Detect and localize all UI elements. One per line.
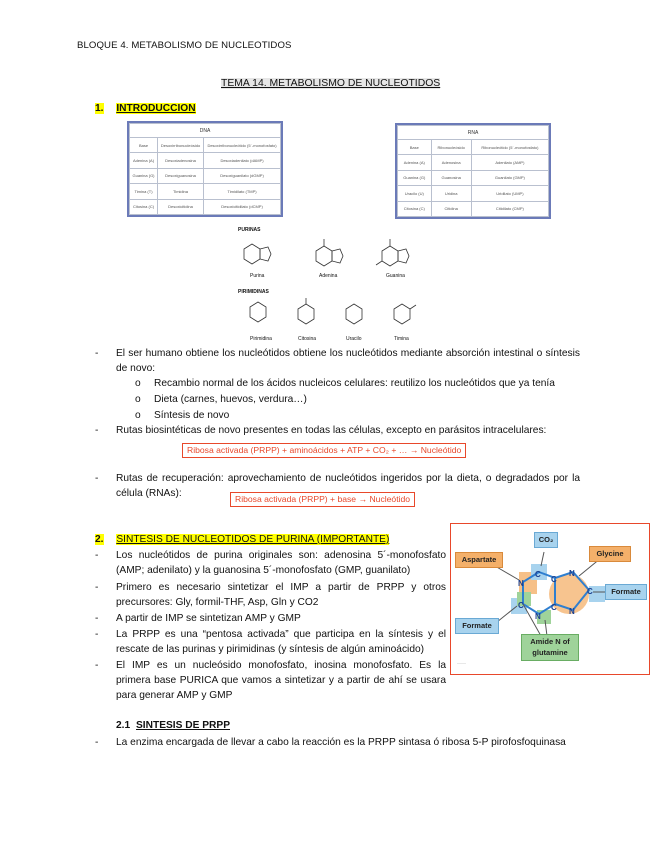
- rna-cell: Guanina (G): [398, 170, 432, 185]
- intro-bullet-3: Rutas de recuperación: aprovechamiento de nucleótidos ingeridos por la dieta, o degradados por la célula (RNAs):: [116, 473, 580, 499]
- dna-header-nucleotide: Desoxirribonucleótido (5´-monofosfato): [204, 138, 281, 153]
- dna-cell: Citosina (C): [130, 199, 158, 214]
- formula-de-novo: Ribosa activada (PRPP) + aminoácidos + ATP + CO₂ + … → Nucleótido: [182, 443, 466, 458]
- bullet-dash: -: [95, 473, 99, 484]
- rna-cell: Adenina (A): [398, 155, 432, 170]
- dna-header-nucleoside: Desoxirribonucleósido: [158, 138, 204, 153]
- glycine-label: Glycine: [589, 546, 631, 562]
- atom-n2: N: [535, 612, 541, 621]
- rna-table: [397, 125, 549, 217]
- atom-n4: N: [569, 607, 575, 616]
- dna-header-base: Base: [130, 138, 158, 153]
- dna-table-title: DNA: [130, 124, 281, 138]
- purine-origin-figure: [450, 523, 650, 675]
- purina-ring: [244, 244, 260, 264]
- dna-cell: Desoxiadenilato (dAMP): [204, 153, 281, 168]
- rna-table-box: [395, 123, 551, 219]
- arrow-aspartate: [495, 566, 519, 580]
- atom-c5: C: [587, 587, 593, 596]
- section-2-heading: [95, 532, 389, 547]
- dna-cell: Timidilato (TMP): [204, 184, 281, 199]
- atom-c2: C: [518, 601, 524, 610]
- atom-n1: N: [518, 579, 524, 588]
- page-header: BLOQUE 4. METABOLISMO DE NUCLEOTIDOS: [77, 40, 292, 51]
- uracilo-label: Uracilo: [346, 336, 362, 342]
- bullet-dash: -: [95, 550, 99, 561]
- rna-cell: Citidina: [431, 201, 471, 216]
- intro-subbullet-1: Recambio normal de los ácidos nucleicos celulares: reutilizo los nucleótidos que ya tenía: [154, 378, 555, 389]
- subsection-2-1-number: 2.1: [116, 720, 131, 731]
- dna-cell: Adenina (A): [130, 153, 158, 168]
- bullet-dash: -: [95, 737, 99, 748]
- citosina-ring: [298, 304, 314, 324]
- bullet-dash: -: [95, 613, 99, 624]
- timina-label: Timina: [394, 336, 409, 342]
- amide-label: Amide N of glutamine: [521, 634, 579, 661]
- subsection-2-1-bullet: La enzima encargada de llevar a cabo la reacción es la PRPP sintasa ó ribosa 5-P pirofosfoquinasa: [116, 737, 566, 748]
- rna-cell: Uracilo (U): [398, 186, 432, 201]
- dna-cell: Desoxiguanilato (dGMP): [204, 168, 281, 183]
- figure-credit-line: ———: [457, 661, 466, 665]
- rna-cell: Guanilato (GMP): [471, 170, 548, 185]
- dna-table: [129, 123, 281, 215]
- citosina-label: Citosina: [298, 336, 317, 342]
- adenina-label: Adenina: [319, 273, 338, 279]
- guanina-label: Guanina: [386, 273, 405, 279]
- base-structures-figure: [232, 225, 442, 347]
- atom-c1: C: [535, 570, 541, 579]
- bullet-dash: -: [95, 629, 99, 640]
- rna-header-nucleoside: Ribonucleósido: [431, 140, 471, 155]
- pirimidina-label: Pirimidina: [250, 336, 272, 342]
- section-2-number: 2.: [95, 534, 104, 545]
- intro-subbullet-3: Síntesis de novo: [154, 410, 230, 421]
- rna-cell: Uridilato (UMP): [471, 186, 548, 201]
- dna-cell: Desoxicitidilato (dCMP): [204, 199, 281, 214]
- bullet-dash: -: [95, 582, 99, 593]
- rna-cell: Citosina (C): [398, 201, 432, 216]
- uracilo-ring: [346, 304, 362, 324]
- formate-right-label: Formate: [605, 584, 647, 600]
- co2-label: CO₂: [534, 532, 558, 548]
- rna-cell: Guanosina: [431, 170, 471, 185]
- dna-table-box: [127, 121, 283, 217]
- guanina-ring-5: [398, 249, 409, 263]
- page-title-text: TEMA 14. METABOLISMO DE NUCLEOTIDOS: [221, 78, 441, 89]
- rna-header-base: Base: [398, 140, 432, 155]
- sec2-bullet-2: Primero es necesario sintetizar el IMP a partir de PRPP y otros precursores: Gly, formil-THF, Asp, Gln y CO2: [116, 582, 446, 608]
- rna-cell: Adenosina: [431, 155, 471, 170]
- pyrimidine-structures: [232, 297, 442, 337]
- rna-table-title: RNA: [398, 126, 549, 140]
- bullet-dash: -: [95, 348, 99, 359]
- sec2-bullet-3: A partir de IMP se sintetizan AMP y GMP: [116, 613, 301, 624]
- formula-recuperacion: Ribosa activada (PRPP) + base → Nucleótido: [230, 492, 415, 507]
- rna-header-nucleotide: Ribonucleótido (5´-monofosfato): [471, 140, 548, 155]
- aspartate-label: Aspartate: [455, 552, 503, 568]
- section-1-title: INTRODUCCION: [116, 103, 196, 114]
- subsection-2-1-heading: [116, 718, 230, 733]
- section-1-number: 1.: [95, 103, 104, 114]
- sec2-bullet-1: Los nucleótidos de purina originales son: adenosina 5´-monofosfato (AMP; adenilato) y la guanosina 5´-monofosfato (GMP, guanilato): [116, 550, 446, 576]
- dna-cell: Desoxicitidina: [158, 199, 204, 214]
- rna-cell: Adenilato (AMP): [471, 155, 548, 170]
- guanina-ring: [382, 246, 398, 266]
- bullet-dash: -: [95, 425, 99, 436]
- dna-cell: Desoxiguanosina: [158, 168, 204, 183]
- sub-bullet-marker: o: [135, 394, 141, 405]
- intro-bullet-1: El ser humano obtiene los nucleótidos obtiene los nucleótidos mediante absorción intestinal o síntesis de novo:: [116, 348, 580, 374]
- rna-cell: Uridina: [431, 186, 471, 201]
- purina-ring-5: [260, 247, 271, 261]
- dna-cell: Timina (T): [130, 184, 158, 199]
- purina-label: Purina: [250, 273, 265, 279]
- intro-bullet-2: Rutas biosintéticas de novo presentes en todas las células, excepto en parásitos intracelulares:: [116, 425, 547, 436]
- rna-cell: Citidilato (CMP): [471, 201, 548, 216]
- subsection-2-1-title: SINTESIS DE PRPP: [136, 720, 230, 731]
- adenina-ring: [316, 246, 332, 266]
- page-title: [221, 78, 440, 89]
- adenina-ring-5: [332, 249, 343, 263]
- arrow-co2: [541, 552, 544, 566]
- sub-bullet-marker: o: [135, 410, 141, 421]
- sec2-bullet-4: La PRPP es una “pentosa activada” que participa en la síntesis y el rescate de las purinas y pirimidinas (y síntesis de algún aminoácido): [116, 629, 446, 655]
- sec2-bullet-5: El IMP es un nucleósido monofosfato, inosina monofosfato. Es la primera base PURICA que vamos a sintetizar y a partir de ahí se usara para generar AMP y GMP: [116, 660, 446, 701]
- dna-cell: Guanina (G): [130, 168, 158, 183]
- formate-left-label: Formate: [455, 618, 499, 634]
- pirimidina-ring: [250, 302, 266, 322]
- purinas-label: PURINAS: [238, 227, 261, 233]
- intro-subbullet-2: Dieta (carnes, huevos, verdura…): [154, 394, 307, 405]
- atom-n3: N: [569, 569, 575, 578]
- section-2-title: SINTESIS DE NUCLEOTIDOS DE PURINA (IMPORTANTE): [116, 534, 390, 545]
- section-1-heading: [95, 101, 196, 116]
- timina-ring: [394, 304, 410, 324]
- sub-bullet-marker: o: [135, 378, 141, 389]
- dna-cell: Timidina: [158, 184, 204, 199]
- dna-cell: Desoxiadenosina: [158, 153, 204, 168]
- atom-c4: C: [551, 575, 557, 584]
- atom-c3: C: [551, 603, 557, 612]
- pirimidinas-label: PIRIMIDINAS: [238, 289, 269, 295]
- bullet-dash: -: [95, 660, 99, 671]
